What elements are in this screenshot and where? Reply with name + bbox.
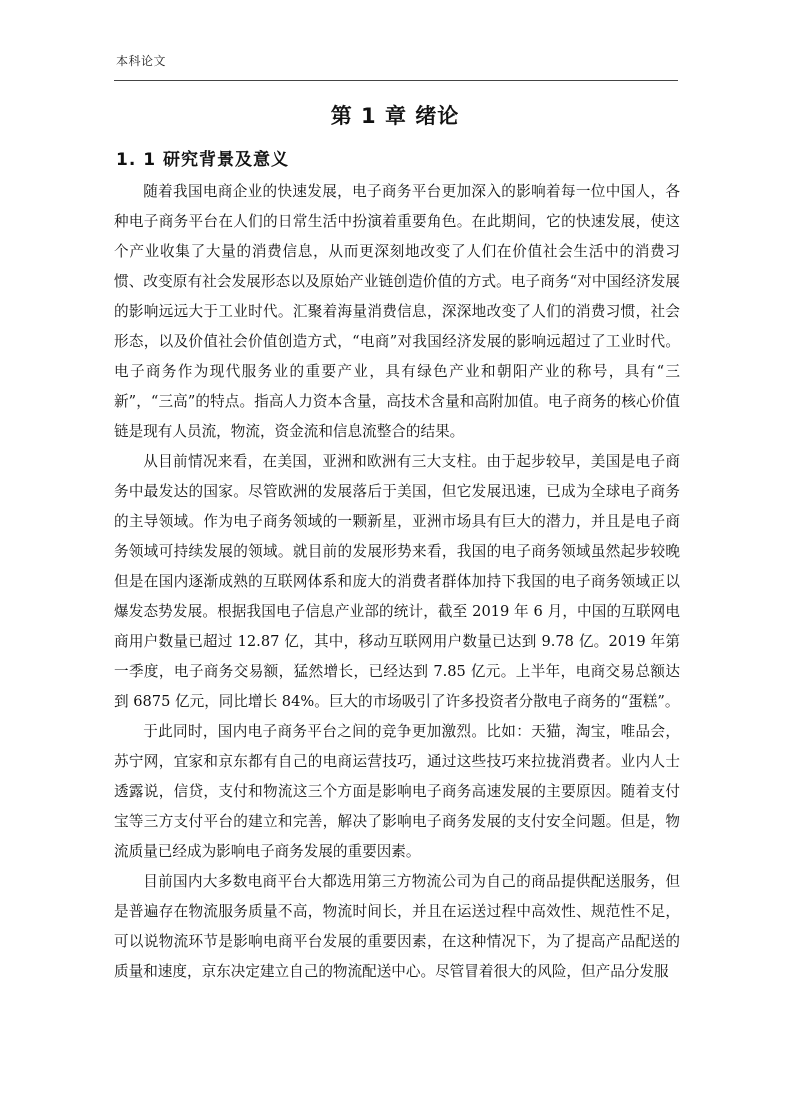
paragraph: 于此同时，国内电子商务平台之间的竞争更加激烈。比如：天猫，淘宝，唯品会，苏宁网，宜家和京东都有自己的电商运营技巧，通过这些技巧来拉拢消费者。业内人士透露说，信贷，支付和物流这三个方面是影响电子商务高速发展的主要原因。随着支付宝等三方支付平台的建立和完善，解决了影响电子商务发展的支付安全问题。但是，物流质量已经成为影响电子商务发展的重要因素。 (114, 723, 680, 860)
paragraph: 随着我国电商企业的快速发展，电子商务平台更加深入的影响着每一位中国人，各种电子商务平台在人们的日常生活中扮演着重要角色。在此期间，它的快速发展，使这个产业收集了大量的消费信息，从而更深刻地改变了人们在价值社会生活中的消费习惯、改变原有社会发展形态以及原始产业链创造价值的方式。电子商务“对中国经济发展的影响远远大于工业时代。汇聚着海量消费信息，深深地改变了人们的消费习惯，社会形态，以及价值社会价值创造方式，“电商”对我国经济发展的影响远超过了工业时代。电子商务作为现代服务业的重要产业，具有绿色产业和朝阳产业的称号，具有“三新”，“三高”的特点。指高人力资本含量，高技术含量和高附加值。电子商务的核心价值链是现有人员流，物流，资金流和信息流整合的结果。 (114, 183, 680, 440)
body-text (114, 177, 680, 987)
chapter-title: 第 1 章 绪论 (330, 104, 460, 128)
section-title: 1. 1 研究背景及意义 (116, 150, 289, 170)
running-header: 本科论文 (116, 54, 167, 68)
header-divider (114, 80, 678, 81)
paragraph: 目前国内大多数电商平台大都选用第三方物流公司为自己的商品提供配送服务，但是普遍存在物流服务质量不高，物流时间长，并且在运送过程中高效性、规范性不足，可以说物流环节是影响电商平台发展的重要因素，在这种情况下，为了提高产品配送的质量和速度，京东决定建立自己的物流配送中心。尽管冒着很大的风险，但产品分发服 (114, 873, 680, 980)
paragraph: 从目前情况来看，在美国，亚洲和欧洲有三大支柱。由于起步较早，美国是电子商务中最发达的国家。尽管欧洲的发展落后于美国，但它发展迅速，已成为全球电子商务的主导领域。作为电子商务领域的一颗新星，亚洲市场具有巨大的潜力，并且是电子商务领域可持续发展的领域。就目前的发展形势来看，我国的电子商务领域虽然起步较晚但是在国内逐渐成熟的互联网体系和庞大的消费者群体加持下我国的电子商务领域正以爆发态势发展。根据我国电子信息产业部的统计，截至 2019 年 6 月，中国的互联网电商用户数量已超过 12.87 亿，其中，移动互联网用户数量已达到 9.78 亿。2019 年第一季度，电子商务交易额，猛然增长，已经达到 7.85 亿元。上半年，电商交易总额达到 6875 亿元，同比增长 84%。巨大的市场吸引了许多投资者分散电子商务的“蛋糕”。 (114, 453, 680, 710)
